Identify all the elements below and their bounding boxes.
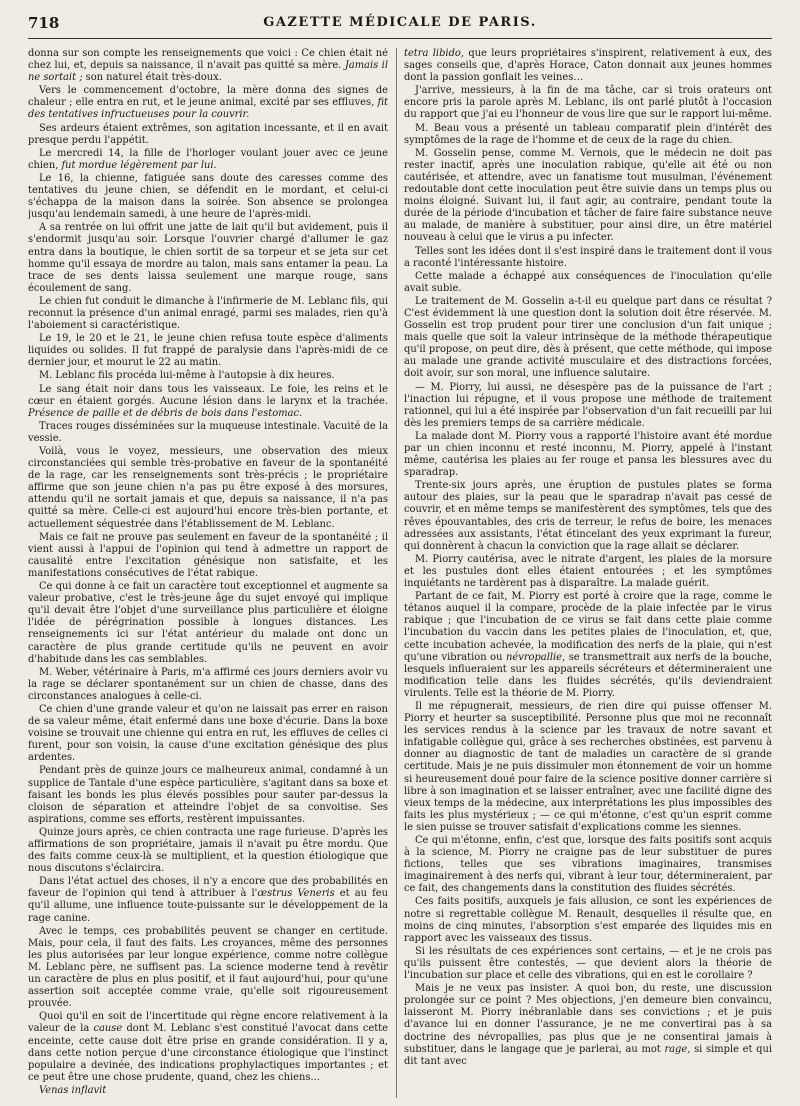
paragraph <box>28 532 388 580</box>
paragraph <box>28 222 388 295</box>
paragraph-text: Telles sont les idées dont il s'est inspiré dans le traitement dont il vous a raconté l'intéressante histoire. <box>404 245 772 269</box>
paragraph-text: Le 16, la chienne, fatiguée sans doute des caresses comme des tentatives du jeune chien, se défendit en le mordant, et celui-ci s'échappa de la maison dans la soirée. Son absence se prolongea jusqu'au lendemain samedi, à une heure de l'après-midi. <box>28 172 388 221</box>
paragraph-text: Quinze jours après, ce chien contracta une rage furieuse. D'après les affirmations de son propriétaire, jamais il n'avait pu être mordu. Que des faits comme ceux-là se multiplient, et la question étiologique que nous discutons s'éclaircira. <box>28 826 388 875</box>
paragraph <box>404 835 772 895</box>
paragraph-text: et au feu qu'il allume, une influence toute-puissante sur le développement de la rage canine. <box>28 888 388 924</box>
paragraph <box>28 384 388 420</box>
paragraph-text: que leurs propriétaires s'inspirent, relativement à eux, des sages conseils que, d'après Horace, Caton donnait aux jeunes hommes dont la passion gonflait les veines… <box>404 48 772 84</box>
paragraph <box>404 554 772 590</box>
paragraph <box>404 431 772 479</box>
paragraph <box>28 296 388 332</box>
page-header <box>28 12 772 39</box>
paragraph-text: La malade dont M. Piorry vous a rapporté l'histoire avant été mordue par un chien inconnu et resté inconnu, M. Piorry, appelé à l'instant même, cautérisa les plaies au fer rouge et pansa les blessures avec du sparadrap. <box>404 430 772 479</box>
paragraph <box>28 926 388 1011</box>
paragraph-text: M. Gosselin pense, comme M. Vernois, que le médecin ne doit pas rester inactif, après une inoculation rabique, qu'elle ait été ou non cautérisée, et attendre, avec un fanatisme tout musulman, l'événement redoutable dont cette inoculation peut être suivie dans un temps plus ou moins éloigné. Suivant lui, il faut agir, au contraire, pendant toute la durée de la période d'incubation et tâcher de faire faire substance neuve au malade, de manière à substituer, pour ainsi dire, un être matériel nouveau à celui que le virus a pu infecter. <box>404 147 772 244</box>
italic-text: œstrus Veneris <box>257 888 335 900</box>
paragraph-text: Il me répugnerait, messieurs, de rien dire qui puisse offenser M. Piorry et heurter sa susceptibilité. Personne plus que moi ne reconnaît les services rendus à la science par les travaux de notre savant et infatigable collègue qui, grâce à ses recherches obstinées, est parvenu à donner au diagnostic de tant de maladies un caractère de si grande certitude. Mais je ne puis dissimuler mon étonnement de voir un homme si heureusement doué pour faire de la science positive donner carrière si libre à son imagination et se laisser entraîner, avec une facilité digne des vieux temps de la médecine, aux interprétations les plus impossibles des faits les plus mystérieux ; — ce qui m'étonne, c'est qu'un esprit comme le sien puisse se trouver satisfait d'explications comme les siennes. <box>404 700 772 833</box>
paragraph <box>404 246 772 270</box>
paragraph <box>28 333 388 369</box>
paragraph-text: Vers le commencement d'octobre, la mère donna des signes de chaleur ; elle entra en rut, et le jeune animal, excité par ses effluves, <box>28 85 388 109</box>
paragraph <box>404 382 772 430</box>
paragraph-text: Ces faits positifs, auxquels je fais allusion, ce sont les expériences de notre si regrettable collègue M. Renault, desquelles il résulte que, en moins de cinq minutes, l'absorption s'est emparée des liquides mis en rapport avec les vaisseaux des tissus. <box>404 896 772 944</box>
paragraph-text: Le traitement de M. Gosselin a-t-il eu quelque part dans ce résultat ? C'est évidemment là une question dont la solution doit être réservée. M. Gosselin est trop prudent pour tirer une conclusion d'un fait unique ; mais quelle que soit la valeur intrinsèque de la méthode thérapeutique qu'il propose, on peut dire, dès à présent, que cette méthode, qui impose au malade une grande activité musculaire et des distractions forcées, doit avoir, sur son moral, une influence salutaire. <box>404 295 772 380</box>
paragraph <box>404 48 772 84</box>
paragraph-text: Le mercredi 14, la fille de l'horloger voulant jouer avec ce jeune chien, <box>28 147 388 171</box>
paragraph-text: Cette malade a échappé aux conséquences de l'inoculation qu'elle avait subie. <box>404 270 772 294</box>
paragraph <box>404 946 772 982</box>
paragraph <box>28 765 388 825</box>
paragraph-text: dont M. Leblanc s'est constitué l'avocat dans cette enceinte, cette cause doit être prise en grande considération. Il y a, dans cette notion perçue d'une circonstance étiologique que l'instinct populaire a devinée, des indications prophylactiques importantes ; et ce peut être une chose prudente, quand, chez les chiens… <box>28 1023 388 1083</box>
italic-text: névropallie, <box>506 651 566 663</box>
paragraph-text: Le sang était noir dans tous les vaisseaux. Le foie, les reins et le cœur en étaient gorgés. Aucune lésion dans le larynx et la trachée. <box>28 383 388 407</box>
paragraph-text: Dans l'état actuel des choses, il n'y a encore que des probabilités en faveur de l'opinion qui tend à attribuer à l' <box>28 876 388 900</box>
paragraph-text: Pendant près de quinze jours ce malheureux animal, condamné à un supplice de Tantale d'une espèce particulière, s'agitant dans sa boxe et faisant les bonds les plus élevés possibles pour sauter par-dessus la cloison de séparation et atteindre l'objet de sa convoitise. Ses aspirations, comme ses efforts, restèrent impuissantes. <box>28 765 388 825</box>
italic-text: rage, <box>664 1043 691 1055</box>
paragraph-text: se transmettrait aux nerfs de la bouche, lesquels influeraient sur les appareils sécréteurs et détermineraient une modification telle dans les fluides sécrétés, qu'ils deviendraient virulents. Telle est la théorie de M. Piorry. <box>404 651 772 699</box>
left-column <box>28 48 388 1098</box>
paragraph <box>404 271 772 295</box>
paragraph <box>404 85 772 121</box>
italic-text: tetra libido, <box>404 48 464 59</box>
paragraph <box>404 591 772 700</box>
paragraph <box>28 421 388 445</box>
paragraph-text: son naturel était très-doux. <box>82 72 222 84</box>
italic-text: Jamais il ne sortait ; <box>28 60 388 84</box>
paragraph <box>28 827 388 875</box>
italic-text: Présence de paille et de débris de bois dans l'estomac. <box>28 407 303 419</box>
paragraph-text: Avec le temps, ces probabilités peuvent se changer en certitude. Mais, pour cela, il faut des faits. Les croyances, même des personnes les plus autorisées par leur longue expérience, comme notre collègue M. Leblanc père, ne suffisent pas. La science moderne tend à revêtir un caractère de plus en plus positif, et il faut aujourd'hui, pour qu'une assertion soit acceptée comme vraie, qu'elle soit rigoureusement prouvée. <box>28 925 388 1010</box>
paragraph-text: Trente-six jours après, une éruption de pustules plates se forma autour des plaies, sur la peau que le sparadrap n'avait pas cessé de couvrir, et en même temps se manifestèrent des symptômes, tels que des rêves épouvantables, des cris de terreur, le refus de boire, les menaces adressées aux assistants, l'état étincelant des yeux exprimant la fureur, qui donnèrent à chacun la conviction que la rage allait se déclarer. <box>404 480 772 552</box>
paragraph <box>28 370 388 382</box>
paragraph <box>28 123 388 147</box>
italic-text: cause <box>93 1023 123 1035</box>
paragraph <box>28 48 388 84</box>
paragraph-text: Le 19, le 20 et le 21, le jeune chien refusa toute espèce d'aliments liquides ou solides. Il fut frappé de paralysie dans l'après-midi de ce dernier jour, et mourut le 22 au matin. <box>28 333 388 369</box>
paragraph <box>404 896 772 944</box>
paragraph-text: M. Weber, vétérinaire à Paris, m'a affirmé ces jours derniers avoir vu la rage se déclarer spontanément sur un chien de chasse, dans des circonstances analogues à celle-ci. <box>28 666 388 702</box>
paragraph <box>28 85 388 121</box>
paragraph-text: Voilà, vous le voyez, messieurs, une observation des mieux circonstanciées qui semble très-probative en faveur de la spontanéité de la rage, car les renseignements sont très-précis ; le propriétaire affirme que son jeune chien n'a pas pu être exposé à des morsures, attendu qu'il ne sortait jamais et que, depuis sa naissance, il n'a pas quitté sa mère. Celle-ci est aujourd'hui encore très-bien portante, et actuellement séquestrée dans l'établissement de M. Leblanc. <box>28 446 388 530</box>
paragraph-text: Mais ce fait ne prouve pas seulement en faveur de la spontanéité ; il vient aussi à l'appui de l'opinion qui tend à admettre un rapport de causalité entre l'excitation génésique non satisfaite, et les manifestations consécutives de l'état rabique. <box>28 531 388 579</box>
paragraph <box>28 446 388 531</box>
paragraph-text: J'arrive, messieurs, à la fin de ma tâche, car si trois orateurs ont encore pris la parole après M. Leblanc, ils ont parlé plutôt à l'occasion du rapport que j'ai eu l'honneur de vous lire que sur le rapport lui-même. <box>404 85 772 121</box>
paragraph <box>28 1011 388 1084</box>
paragraph-text: A sa rentrée on lui offrit une jatte de lait qu'il but avidement, puis il s'endormit jusqu'au soir. Lorsque l'ouvrier chargé d'allumer le gaz entra dans la boutique, le chien sortit de sa torpeur et se jeta sur cet homme qu'il essaya de mordre au talon, mais sans entamer la peau. La trace de ses dents laissa seulement une marque rouge, sans écoulement de sang. <box>28 222 388 294</box>
paragraph-text: M. Piorry cautérisa, avec le nitrate d'argent, les plaies de la morsure et les pustules dont elles étaient entourées ; et les symptômes inquiétants ne tardèrent pas à disparaître. La malade guérit. <box>404 553 772 590</box>
paragraph-text: Mais je ne veux pas insister. A quoi bon, du reste, une discussion prolongée sur ce point ? Mes objections, j'en demeure bien convaincu, laisseront M. Piorry inébranlable dans ses convictions ; et je puis d'avance lui en donner l'assurance, je ne me convertirai pas à sa doctrine des névropallies, pas plus que je ne consentirai jamais à substituer, dans le langage que je parlerai, au mot <box>404 983 772 1055</box>
paragraph-text: si simple et qui dit tant avec <box>404 1043 772 1067</box>
paragraph-text: Quoi qu'il en soit de l'incertitude qui règne encore relativement à la valeur de la <box>28 1011 388 1035</box>
paragraph <box>28 581 388 666</box>
paragraph-text: — M. Piorry, lui aussi, ne désespère pas de la puissance de l'art ; l'inaction lui répugne, et il vous propose une méthode de traitement rationnel, qui lui a été inspirée par l'observation d'un fait recueilli par lui dès les premiers temps de sa carrière médicale. <box>404 381 772 429</box>
paragraph <box>404 701 772 834</box>
paragraph <box>404 148 772 245</box>
italic-text: fut mordue légèrement par lui. <box>61 159 217 171</box>
paragraph-text: Partant de ce fait, M. Piorry est porté à croire que la rage, comme le tétanos auquel il la compare, procède de la plaie infectée par le virus rabique ; que l'incubation de ce virus se fait dans cette plaie comme l'incubation du vaccin dans les petites plaies de l'inoculation, et, que, cette incubation achevée, la modification des nerfs de la plaie, qui n'est qu'une vibration ou <box>404 591 772 663</box>
paragraph <box>28 667 388 703</box>
paragraph-text: Ce qui m'étonne, enfin, c'est que, lorsque des faits positifs sont acquis à la science, M. Piorry ne craigne pas de leur substituer de pures fictions, telles que ses vibrations imaginaires, transmises imaginairement à des nerfs qui, vibrant à leur tour, détermineraient, par ce fait, des changements dans la constitution des fluides sécrétés. <box>404 835 772 895</box>
paragraph <box>28 876 388 924</box>
paragraph <box>404 983 772 1068</box>
paragraph <box>28 148 388 172</box>
paragraph <box>28 173 388 221</box>
paragraph <box>404 480 772 553</box>
paragraph-text: M. Beau vous a présenté un tableau comparatif plein d'intérêt des symptômes de la rage de l'homme et de ceux de la rage du chien. <box>404 122 772 146</box>
paragraph-text: Ce chien d'une grande valeur et qu'on ne laissait pas errer en raison de sa valeur même, était enfermé dans une boxe d'écurie. Dans la boxe voisine se trouvait une chienne qui entra en rut, les effluves de celles ci furent, pour son voisin, la cause d'une excitation génésique des plus ardentes. <box>28 703 388 764</box>
paragraph-text: M. Leblanc fils procéda lui-même à l'autopsie à dix heures. <box>39 370 335 382</box>
column-separator <box>396 48 397 1098</box>
page-number: 718 <box>28 14 60 32</box>
paragraph-text: donna sur son compte les renseignements que voici : Ce chien était né chez lui, et, depuis sa naissance, il n'avait pas quitté sa mère. <box>28 48 388 72</box>
paragraph <box>28 1085 388 1097</box>
italic-text: Venas inflavit <box>39 1084 107 1096</box>
paragraph-text: Ses ardeurs étaient extrêmes, son agitation incessante, et il en avait presque perdu l'appétit. <box>28 122 388 146</box>
paragraph-text: Traces rouges disséminées sur la muqueuse intestinale. Vacuité de la vessie. <box>28 420 388 444</box>
paragraph-text: Le chien fut conduit le dimanche à l'infirmerie de M. Leblanc fils, qui reconnut la présence d'un animal enragé, parmi ses malades, rien qu'à l'aboiement si caractéristique. <box>28 295 388 332</box>
paragraph-text: Si les résultats de ces expériences sont certains, — et je ne crois pas qu'ils puissent être contestés, — que devient alors la théorie de l'incubation sur place et celle des vibrations, qui en est le corollaire ? <box>404 945 772 982</box>
right-column <box>404 48 772 1098</box>
paragraph-text: Ce qui donne à ce fait un caractère tout exceptionnel et augmente sa valeur probative, c'est le très-jeune âge du sujet envoyé qui implique qu'il devait être l'objet d'une surveillance plus particulière et éloigne l'idée de pérégrination possible à longues distances. Les renseignements ici sur l'état antérieur du malade ont donc un caractère de plus grande certitude qu'ils ne peuvent en avoir d'habitude dans les cas semblables. <box>28 581 388 665</box>
paragraph <box>28 704 388 764</box>
paragraph <box>404 296 772 381</box>
italic-text: fit des tentatives infructueuses pour la couvrir. <box>28 97 388 121</box>
journal-title: GAZETTE MÉDICALE DE PARIS. <box>263 15 537 30</box>
paragraph <box>404 123 772 147</box>
